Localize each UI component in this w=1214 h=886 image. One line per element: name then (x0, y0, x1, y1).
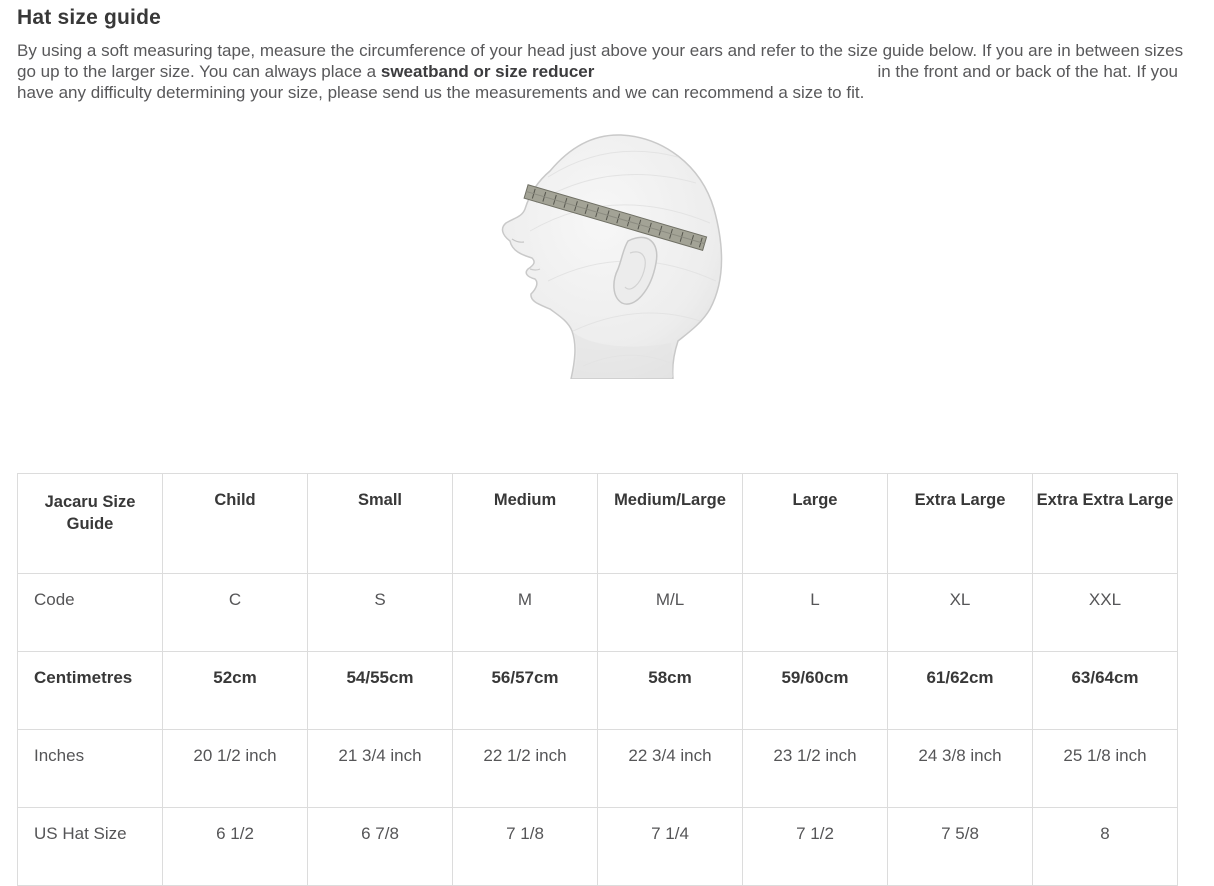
row-label-inches: Inches (18, 730, 163, 808)
page-title: Hat size guide (17, 6, 161, 29)
table-cell: 6 7/8 (308, 808, 453, 886)
table-cell: C (163, 574, 308, 652)
intro-line-1: By using a soft measuring tape, measure the circumference of your head just above your ears and refer to the size guide below. If you are in between sizes (17, 41, 1184, 60)
table-cell: 7 1/8 (453, 808, 598, 886)
table-cell: 59/60cm (743, 652, 888, 730)
table-cell: 7 1/2 (743, 808, 888, 886)
table-cell: 58cm (598, 652, 743, 730)
table-row-inches (18, 730, 1178, 808)
table-cell: 23 1/2 inch (743, 730, 888, 808)
intro-line-2-left (17, 61, 594, 82)
table-cell: 63/64cm (1033, 652, 1178, 730)
sweatband-or-size-reducer-text: sweatband or size reducer (380, 62, 595, 81)
column-header-extra-extra-large: Extra Extra Large (1033, 474, 1178, 574)
size-guide-table (17, 473, 1178, 886)
table-cell: M/L (598, 574, 743, 652)
mannequin-head-illustration (478, 131, 748, 379)
table-cell: M (453, 574, 598, 652)
table-cell: XL (888, 574, 1033, 652)
head-measurement-figure (478, 131, 748, 379)
table-row-us-hat-size (18, 808, 1178, 886)
head-outline (503, 135, 722, 379)
table-cell: 21 3/4 inch (308, 730, 453, 808)
table-cell: 6 1/2 (163, 808, 308, 886)
table-cell: 7 1/4 (598, 808, 743, 886)
column-header-jacaru-size-guide: Jacaru Size Guide (18, 474, 163, 574)
table-cell: 61/62cm (888, 652, 1033, 730)
table-cell: 7 5/8 (888, 808, 1033, 886)
table-cell: 24 3/8 inch (888, 730, 1033, 808)
table-cell: 54/55cm (308, 652, 453, 730)
table-cell: 56/57cm (453, 652, 598, 730)
table-cell: S (308, 574, 453, 652)
row-label-centimetres: Centimetres (18, 652, 163, 730)
table-cell: 22 3/4 inch (598, 730, 743, 808)
intro-line-2-pre-text: go up to the larger size. You can always place a (17, 62, 381, 81)
intro-line-2-post-text: in the front and or back of the hat. If you (877, 62, 1178, 81)
row-label-code: Code (18, 574, 163, 652)
table-cell: XXL (1033, 574, 1178, 652)
table-cell: 22 1/2 inch (453, 730, 598, 808)
intro-paragraph (17, 40, 1184, 103)
table-cell: 52cm (163, 652, 308, 730)
row-label-us-hat-size: US Hat Size (18, 808, 163, 886)
table-cell: 20 1/2 inch (163, 730, 308, 808)
column-header-small: Small (308, 474, 453, 574)
column-header-large: Large (743, 474, 888, 574)
column-header-extra-large: Extra Large (888, 474, 1033, 574)
table-cell: 25 1/8 inch (1033, 730, 1178, 808)
intro-line-3: have any difficulty determining your size, please send us the measurements and we can recommend a size to fit. (17, 83, 865, 102)
column-header-medium-large: Medium/Large (598, 474, 743, 574)
table-cell: L (743, 574, 888, 652)
column-header-child: Child (163, 474, 308, 574)
column-header-medium: Medium (453, 474, 598, 574)
intro-line-2 (17, 61, 1178, 82)
table-cell: 8 (1033, 808, 1178, 886)
table-header-row (18, 474, 1178, 574)
table-row-centimetres (18, 652, 1178, 730)
table-row-code (18, 574, 1178, 652)
